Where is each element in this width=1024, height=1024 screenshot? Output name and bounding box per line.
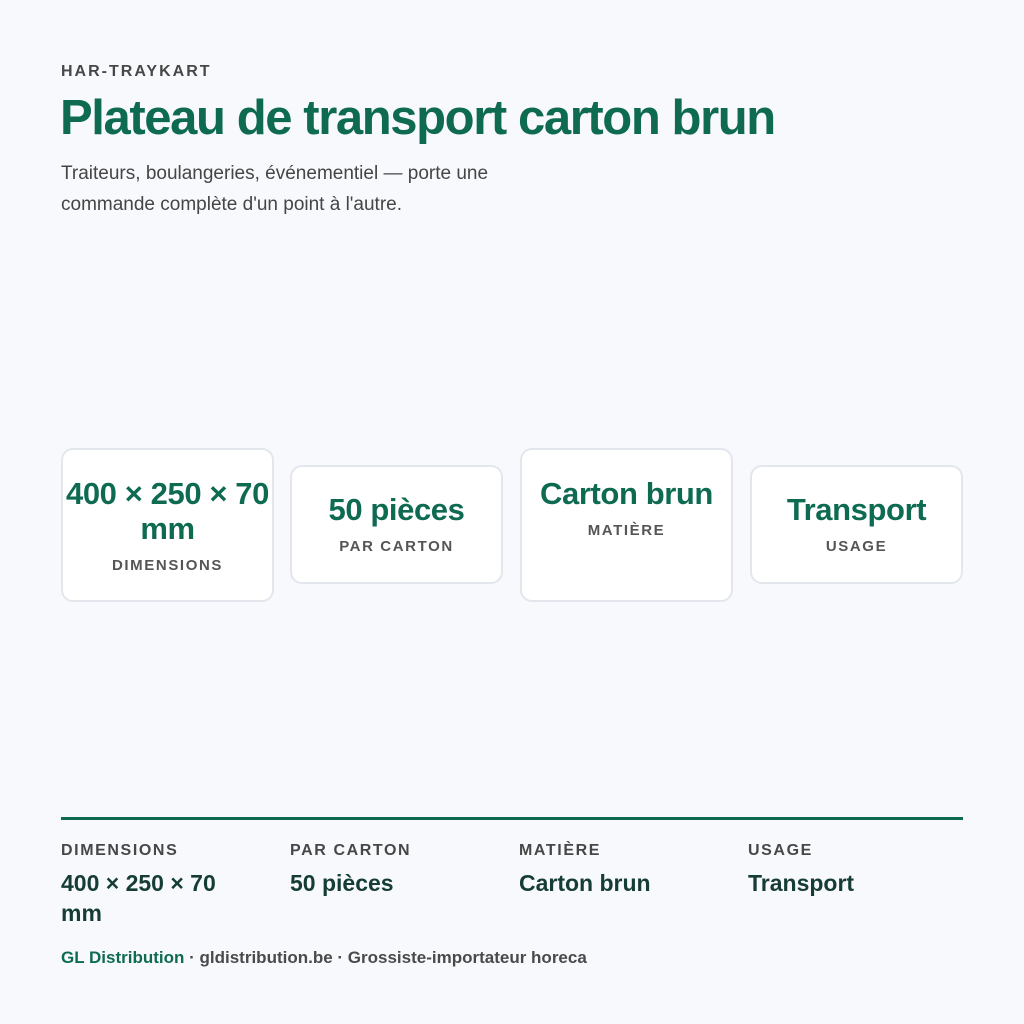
- card-value: Transport: [786, 492, 927, 527]
- spec-usage: [748, 842, 948, 898]
- card-par-carton: [290, 465, 503, 584]
- spec-value: 400 × 250 × 70 mm: [61, 870, 216, 926]
- footer: [61, 948, 587, 968]
- card-dimensions: [61, 448, 274, 602]
- card-value: 400 × 250 × 70 mm: [66, 476, 269, 546]
- footer-separator: ·: [184, 948, 200, 967]
- card-matiere: [520, 448, 733, 602]
- card-label: USAGE: [825, 538, 888, 555]
- footer-brand: GL Distribution: [61, 948, 185, 967]
- spec-label: PAR CARTON: [290, 842, 412, 859]
- section-divider: [61, 817, 963, 820]
- spec-label: MATIÈRE: [519, 842, 602, 859]
- footer-website: gldistribution.be: [199, 948, 333, 967]
- card-usage: [750, 465, 963, 584]
- page-subtitle: Traiteurs, boulangeries, événementiel — porte une commande complète d'un point à l'autre.: [61, 163, 489, 215]
- card-label: PAR CARTON: [339, 538, 454, 555]
- footer-separator: ·: [332, 948, 348, 967]
- card-label: MATIÈRE: [587, 522, 666, 539]
- spec-matiere: [519, 842, 719, 898]
- spec-label: USAGE: [748, 842, 813, 859]
- feature-cards: [61, 448, 963, 602]
- product-sku: HAR-TRAYKART: [61, 63, 212, 80]
- spec-value: 50 pièces: [290, 870, 394, 896]
- spec-par-carton: [290, 842, 490, 898]
- spec-value: Transport: [748, 870, 855, 896]
- card-value: 50 pièces: [328, 492, 465, 527]
- card-value: Carton brun: [540, 476, 713, 511]
- spec-label: DIMENSIONS: [61, 842, 179, 859]
- page-title: Plateau de transport carton brun: [60, 91, 775, 145]
- spec-dimensions: [61, 842, 251, 928]
- footer-tagline: Grossiste-importateur horeca: [347, 948, 587, 967]
- spec-value: Carton brun: [519, 870, 651, 896]
- card-label: DIMENSIONS: [111, 557, 223, 574]
